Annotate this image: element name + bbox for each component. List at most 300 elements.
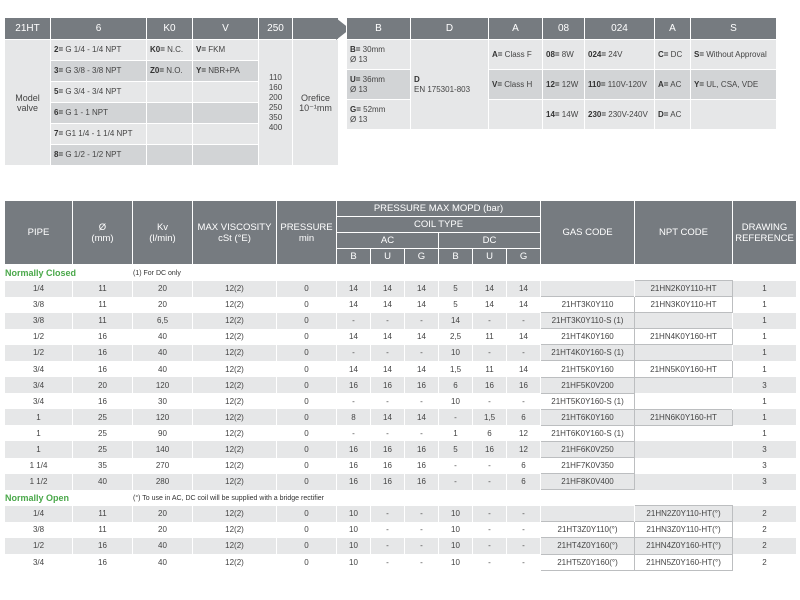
header-gas-code: GAS CODE — [541, 201, 635, 265]
table-cell: - — [337, 345, 371, 361]
table-cell: - — [405, 554, 439, 570]
current-option: D= AC — [655, 100, 691, 130]
code-header-voltage: 024 — [585, 18, 655, 40]
table-cell: 40 — [73, 474, 133, 490]
code-header-current: A — [655, 18, 691, 40]
table-row — [5, 538, 797, 554]
header-diameter: Ø (mm) — [73, 201, 133, 265]
orifice-label: Orefice 10⁻¹mm — [293, 40, 339, 166]
table-cell: 21HT4K0Y160-S (1) — [541, 345, 635, 361]
table-cell: 21HT5K0Y160-S (1) — [541, 393, 635, 409]
table-cell: - — [473, 458, 507, 474]
table-cell: - — [337, 393, 371, 409]
table-cell: 14 — [507, 281, 541, 297]
table-cell: 14 — [473, 281, 507, 297]
table-cell: 10 — [337, 538, 371, 554]
table-cell: 21HT6K0Y160 — [541, 409, 635, 425]
table-cell: 1,5 — [439, 361, 473, 377]
table-cell: 1 — [733, 345, 797, 361]
table-cell: 12(2) — [193, 409, 277, 425]
table-cell: 21HF5K0V200 — [541, 377, 635, 393]
model-code-table-left — [4, 17, 339, 166]
table-cell — [635, 441, 733, 457]
table-cell: 10 — [439, 522, 473, 538]
table-cell: - — [371, 522, 405, 538]
code-header-power: 08 — [543, 18, 585, 40]
table-cell: 16 — [405, 458, 439, 474]
table-cell: 14 — [439, 313, 473, 329]
code-header-seal: V — [193, 18, 259, 40]
table-cell: 14 — [507, 361, 541, 377]
code-header-norm: D — [411, 18, 489, 40]
table-cell: 10 — [439, 393, 473, 409]
table-cell: 21HN4Z0Y160-HT(°) — [635, 538, 733, 554]
table-cell: 1/4 — [5, 506, 73, 522]
table-cell: 21HT3K0Y110 — [541, 297, 635, 313]
table-cell: - — [473, 554, 507, 570]
table-cell: 21HN3Z0Y110-HT(°) — [635, 522, 733, 538]
table-cell: - — [405, 522, 439, 538]
table-cell: - — [473, 522, 507, 538]
table-row — [5, 425, 797, 441]
table-row — [5, 522, 797, 538]
table-cell: 1,5 — [473, 409, 507, 425]
section-title: Normally Closed — [5, 265, 133, 281]
table-cell: 0 — [277, 425, 337, 441]
connection-option: 7= G1 1/4 - 1 1/4 NPT — [51, 124, 147, 145]
voltage-option: 024= 24V — [585, 40, 655, 70]
table-cell: 20 — [133, 297, 193, 313]
table-cell — [541, 506, 635, 522]
table-cell: - — [473, 474, 507, 490]
table-cell: 3/8 — [5, 522, 73, 538]
table-cell: 14 — [371, 361, 405, 377]
table-cell — [635, 377, 733, 393]
table-cell: 21HN6K0Y160-HT — [635, 409, 733, 425]
table-row — [5, 297, 797, 313]
table-cell: 6 — [507, 458, 541, 474]
table-cell: - — [337, 425, 371, 441]
table-cell: 1/2 — [5, 329, 73, 345]
table-cell: 10 — [439, 345, 473, 361]
header-ac-u: U — [371, 249, 405, 265]
table-cell: 25 — [73, 409, 133, 425]
table-cell: 14 — [371, 281, 405, 297]
class-option: A= Class F — [489, 40, 543, 70]
table-cell: 12(2) — [193, 522, 277, 538]
table-cell: 0 — [277, 393, 337, 409]
table-cell: 12 — [507, 425, 541, 441]
table-cell: 2,5 — [439, 329, 473, 345]
table-cell: 16 — [337, 458, 371, 474]
table-cell: 21HN2K0Y110-HT — [635, 281, 733, 297]
code-header-series: 21HT — [5, 18, 51, 40]
table-cell: 21HT4Z0Y160(°) — [541, 538, 635, 554]
table-cell: 16 — [371, 441, 405, 457]
table-cell: - — [507, 554, 541, 570]
table-cell: 12(2) — [193, 345, 277, 361]
model-code-table-right — [346, 17, 777, 130]
table-cell: 10 — [337, 506, 371, 522]
table-cell: 3 — [733, 458, 797, 474]
norm-option: D EN 175301-803 — [411, 40, 489, 130]
table-cell: - — [371, 538, 405, 554]
table-cell: 21HT6K0Y160-S (1) — [541, 425, 635, 441]
table-cell: - — [439, 409, 473, 425]
table-cell: 14 — [371, 297, 405, 313]
code-header-type: K0 — [147, 18, 193, 40]
table-cell: 1 — [733, 425, 797, 441]
table-cell: 14 — [337, 361, 371, 377]
connection-option: 2= G 1/4 - 1/4 NPT — [51, 40, 147, 61]
table-cell: 6 — [507, 474, 541, 490]
table-cell: 21HN5K0Y160-HT — [635, 361, 733, 377]
table-cell: - — [507, 393, 541, 409]
table-cell: 14 — [371, 409, 405, 425]
section-normally-open — [5, 490, 797, 506]
header-mopd: PRESSURE MAX MOPD (bar) — [337, 201, 541, 217]
table-cell: 20 — [133, 522, 193, 538]
header-pressure-min: PRESSURE min — [277, 201, 337, 265]
table-cell: 12(2) — [193, 361, 277, 377]
table-cell: 16 — [73, 361, 133, 377]
table-cell: 1 — [439, 425, 473, 441]
voltage-option: 230= 230V-240V — [585, 100, 655, 130]
table-cell: - — [405, 425, 439, 441]
table-cell: 2 — [733, 506, 797, 522]
table-cell: 1 — [733, 393, 797, 409]
table-cell: 25 — [73, 441, 133, 457]
table-cell: 0 — [277, 458, 337, 474]
table-cell: 10 — [439, 506, 473, 522]
table-cell: - — [507, 345, 541, 361]
table-cell: 35 — [73, 458, 133, 474]
table-cell: 3/8 — [5, 297, 73, 313]
table-cell: 12 — [507, 441, 541, 457]
table-cell: 40 — [133, 538, 193, 554]
table-cell: 0 — [277, 474, 337, 490]
table-cell: 11 — [73, 281, 133, 297]
table-cell: 2 — [733, 554, 797, 570]
orifice-list: 110 160 200 250 350 400 — [259, 40, 293, 166]
table-cell: - — [371, 425, 405, 441]
table-cell: 120 — [133, 377, 193, 393]
table-cell: 20 — [133, 506, 193, 522]
table-cell: 3 — [733, 441, 797, 457]
table-cell: 14 — [507, 329, 541, 345]
table-cell: 16 — [405, 441, 439, 457]
table-cell: 21HT3K0Y110-S (1) — [541, 313, 635, 329]
table-cell: 21HF7K0V350 — [541, 458, 635, 474]
table-cell: 2 — [733, 538, 797, 554]
table-cell: 21HN2Z0Y110-HT(°) — [635, 506, 733, 522]
table-cell: 2 — [733, 522, 797, 538]
table-cell: 6 — [507, 409, 541, 425]
table-cell: 16 — [371, 377, 405, 393]
table-cell: 20 — [133, 281, 193, 297]
valve-specs-table — [4, 200, 797, 571]
table-cell: 270 — [133, 458, 193, 474]
connection-option: 6= G 1 - 1 NPT — [51, 103, 147, 124]
table-cell: 11 — [473, 329, 507, 345]
table-cell: 40 — [133, 329, 193, 345]
table-cell: 16 — [371, 458, 405, 474]
table-cell: 0 — [277, 345, 337, 361]
table-row — [5, 458, 797, 474]
table-cell — [635, 393, 733, 409]
seal-option: V= FKM — [193, 40, 259, 61]
table-cell: - — [473, 506, 507, 522]
power-option: 14= 14W — [543, 100, 585, 130]
table-cell: 16 — [337, 474, 371, 490]
table-cell: 5 — [439, 281, 473, 297]
table-cell: 1 1/2 — [5, 474, 73, 490]
seal-option: Y= NBR+PA — [193, 61, 259, 82]
table-cell: 21HT5Z0Y160(°) — [541, 554, 635, 570]
coil-option: B= 30mm Ø 13 — [347, 40, 411, 70]
table-cell: 12(2) — [193, 538, 277, 554]
table-cell: 16 — [73, 393, 133, 409]
table-cell: 0 — [277, 538, 337, 554]
header-pipe: PIPE — [5, 201, 73, 265]
table-cell: 16 — [405, 377, 439, 393]
table-cell: 3/4 — [5, 361, 73, 377]
header-kv: Kv (l/min) — [133, 201, 193, 265]
table-cell: 3/4 — [5, 377, 73, 393]
table-cell: 16 — [473, 377, 507, 393]
table-cell: 14 — [337, 281, 371, 297]
table-row — [5, 506, 797, 522]
table-cell: 14 — [405, 361, 439, 377]
connection-option: 5= G 3/4 - 3/4 NPT — [51, 82, 147, 103]
table-cell — [635, 345, 733, 361]
table-cell: 12(2) — [193, 474, 277, 490]
table-row — [5, 361, 797, 377]
table-cell: 14 — [473, 297, 507, 313]
header-ac-b: B — [337, 249, 371, 265]
code-header-coil: B — [347, 18, 411, 40]
table-cell: 0 — [277, 281, 337, 297]
table-cell: - — [405, 506, 439, 522]
table-cell: 20 — [73, 377, 133, 393]
code-header-arrow — [293, 18, 339, 40]
table-cell: 1 — [733, 409, 797, 425]
table-cell: 12(2) — [193, 458, 277, 474]
code-header-row-right — [347, 18, 777, 40]
table-row — [5, 554, 797, 570]
connection-option: 8= G 1/2 - 1/2 NPT — [51, 145, 147, 166]
table-cell: 16 — [371, 474, 405, 490]
table-row — [5, 329, 797, 345]
table-cell: 16 — [73, 329, 133, 345]
table-cell: 5 — [439, 441, 473, 457]
table-cell: 90 — [133, 425, 193, 441]
table-cell: - — [473, 313, 507, 329]
table-cell: 21HN4K0Y160-HT — [635, 329, 733, 345]
table-cell: - — [507, 506, 541, 522]
current-option: C= DC — [655, 40, 691, 70]
table-cell: 1/2 — [5, 538, 73, 554]
table-cell: - — [507, 313, 541, 329]
header-ac-g: G — [405, 249, 439, 265]
table-cell: 14 — [405, 297, 439, 313]
table-cell: 21HF6K0V250 — [541, 441, 635, 457]
table-cell: - — [473, 393, 507, 409]
table-cell: 0 — [277, 377, 337, 393]
table-cell: 14 — [405, 329, 439, 345]
table-cell: 21HN3K0Y110-HT — [635, 297, 733, 313]
table-cell — [635, 474, 733, 490]
table-cell: 40 — [133, 361, 193, 377]
table-cell: - — [405, 538, 439, 554]
power-option: 08= 8W — [543, 40, 585, 70]
table-cell: - — [405, 345, 439, 361]
code-header-approval: S — [691, 18, 777, 40]
table-cell: 14 — [337, 329, 371, 345]
voltage-option: 110= 110V-120V — [585, 70, 655, 100]
type-option: Z0= N.O. — [147, 61, 193, 82]
table-cell: 3 — [733, 377, 797, 393]
table-cell: 0 — [277, 313, 337, 329]
table-cell: 1/2 — [5, 345, 73, 361]
table-cell: 8 — [337, 409, 371, 425]
table-row — [5, 281, 797, 297]
table-cell: 1 — [5, 441, 73, 457]
table-cell: 1 — [733, 329, 797, 345]
table-cell: 1 — [733, 297, 797, 313]
code-header-row-left — [5, 18, 339, 40]
table-cell: 16 — [73, 345, 133, 361]
table-row — [5, 441, 797, 457]
table-cell: 12(2) — [193, 425, 277, 441]
header-viscosity: MAX VISCOSITY cSt (°E) — [193, 201, 277, 265]
table-cell: 21HF8K0V400 — [541, 474, 635, 490]
table-cell: 0 — [277, 409, 337, 425]
table-cell: 12(2) — [193, 329, 277, 345]
table-cell: 11 — [73, 297, 133, 313]
table-cell: 12(2) — [193, 297, 277, 313]
power-option: 12= 12W — [543, 70, 585, 100]
table-row — [5, 474, 797, 490]
header-coil-type: COIL TYPE — [337, 217, 541, 233]
table-cell: 1 — [733, 281, 797, 297]
code-header-class: A — [489, 18, 543, 40]
table-row — [5, 377, 797, 393]
table-cell: 140 — [133, 441, 193, 457]
table-row — [5, 313, 797, 329]
table-cell: 10 — [337, 522, 371, 538]
table-cell: 21HT3Z0Y110(°) — [541, 522, 635, 538]
table-cell: 12(2) — [193, 377, 277, 393]
class-option: V= Class H — [489, 70, 543, 100]
table-cell: 12(2) — [193, 506, 277, 522]
table-cell: - — [507, 522, 541, 538]
table-cell: 10 — [439, 538, 473, 554]
table-cell: - — [439, 458, 473, 474]
table-cell: - — [371, 554, 405, 570]
table-cell: 40 — [133, 554, 193, 570]
table-cell: - — [371, 345, 405, 361]
table-cell: 12(2) — [193, 393, 277, 409]
table-cell: 6 — [473, 425, 507, 441]
code-header-orifice: 250 — [259, 18, 293, 40]
model-label-line: Model — [15, 92, 40, 103]
table-cell: 1/4 — [5, 281, 73, 297]
section-note: (°) To use in AC, DC coil will be supplied with a bridge rectifier — [133, 490, 797, 506]
section-note: (1) For DC only — [133, 265, 797, 281]
table-cell: 10 — [439, 554, 473, 570]
valve-label-line: valve — [16, 102, 38, 113]
table-cell: 16 — [337, 377, 371, 393]
table-cell: 21HT5K0Y160 — [541, 361, 635, 377]
table-cell — [635, 458, 733, 474]
table-cell: 11 — [73, 313, 133, 329]
table-cell: 120 — [133, 409, 193, 425]
table-cell: 12(2) — [193, 441, 277, 457]
table-cell: 0 — [277, 297, 337, 313]
table-cell: 3/4 — [5, 554, 73, 570]
table-cell: 21HN5Z0Y160-HT(°) — [635, 554, 733, 570]
table-cell: - — [371, 313, 405, 329]
table-cell: 40 — [133, 345, 193, 361]
header-dc-g: G — [507, 249, 541, 265]
table-cell: 5 — [439, 297, 473, 313]
header-dc-u: U — [473, 249, 507, 265]
table-cell: 10 — [337, 554, 371, 570]
table-row — [5, 409, 797, 425]
table-cell: 0 — [277, 329, 337, 345]
approval-option: Y= UL, CSA, VDE — [691, 70, 777, 100]
table-cell: 12(2) — [193, 281, 277, 297]
table-cell: 0 — [277, 361, 337, 377]
table-cell: 16 — [507, 377, 541, 393]
table-cell: - — [473, 538, 507, 554]
table-cell: 21HT4K0Y160 — [541, 329, 635, 345]
table-cell: - — [371, 393, 405, 409]
code-header-connection: 6 — [51, 18, 147, 40]
header-dc: DC — [439, 233, 541, 249]
table-cell — [541, 281, 635, 297]
header-ac: AC — [337, 233, 439, 249]
table-cell: 1 — [733, 313, 797, 329]
table-cell: 6,5 — [133, 313, 193, 329]
table-cell: 12(2) — [193, 313, 277, 329]
table-cell: 1 — [733, 361, 797, 377]
table-cell: 280 — [133, 474, 193, 490]
section-normally-closed — [5, 265, 797, 281]
table-cell: 3 — [733, 474, 797, 490]
table-row — [5, 345, 797, 361]
table-cell: - — [337, 313, 371, 329]
table-cell: 16 — [405, 474, 439, 490]
section-title: Normally Open — [5, 490, 133, 506]
table-cell: 16 — [73, 538, 133, 554]
table-cell: - — [473, 345, 507, 361]
current-option: A= AC — [655, 70, 691, 100]
table-cell: - — [405, 393, 439, 409]
coil-option: U= 36mm Ø 13 — [347, 70, 411, 100]
table-cell: 16 — [473, 441, 507, 457]
approval-option: S= Without Approval — [691, 40, 777, 70]
table-cell: 14 — [405, 281, 439, 297]
table-cell: 0 — [277, 506, 337, 522]
table-cell: - — [371, 506, 405, 522]
table-cell: 14 — [337, 297, 371, 313]
connection-option: 3= G 3/8 - 3/8 NPT — [51, 61, 147, 82]
table-cell: 3/8 — [5, 313, 73, 329]
table-cell: 0 — [277, 554, 337, 570]
table-cell: 0 — [277, 441, 337, 457]
